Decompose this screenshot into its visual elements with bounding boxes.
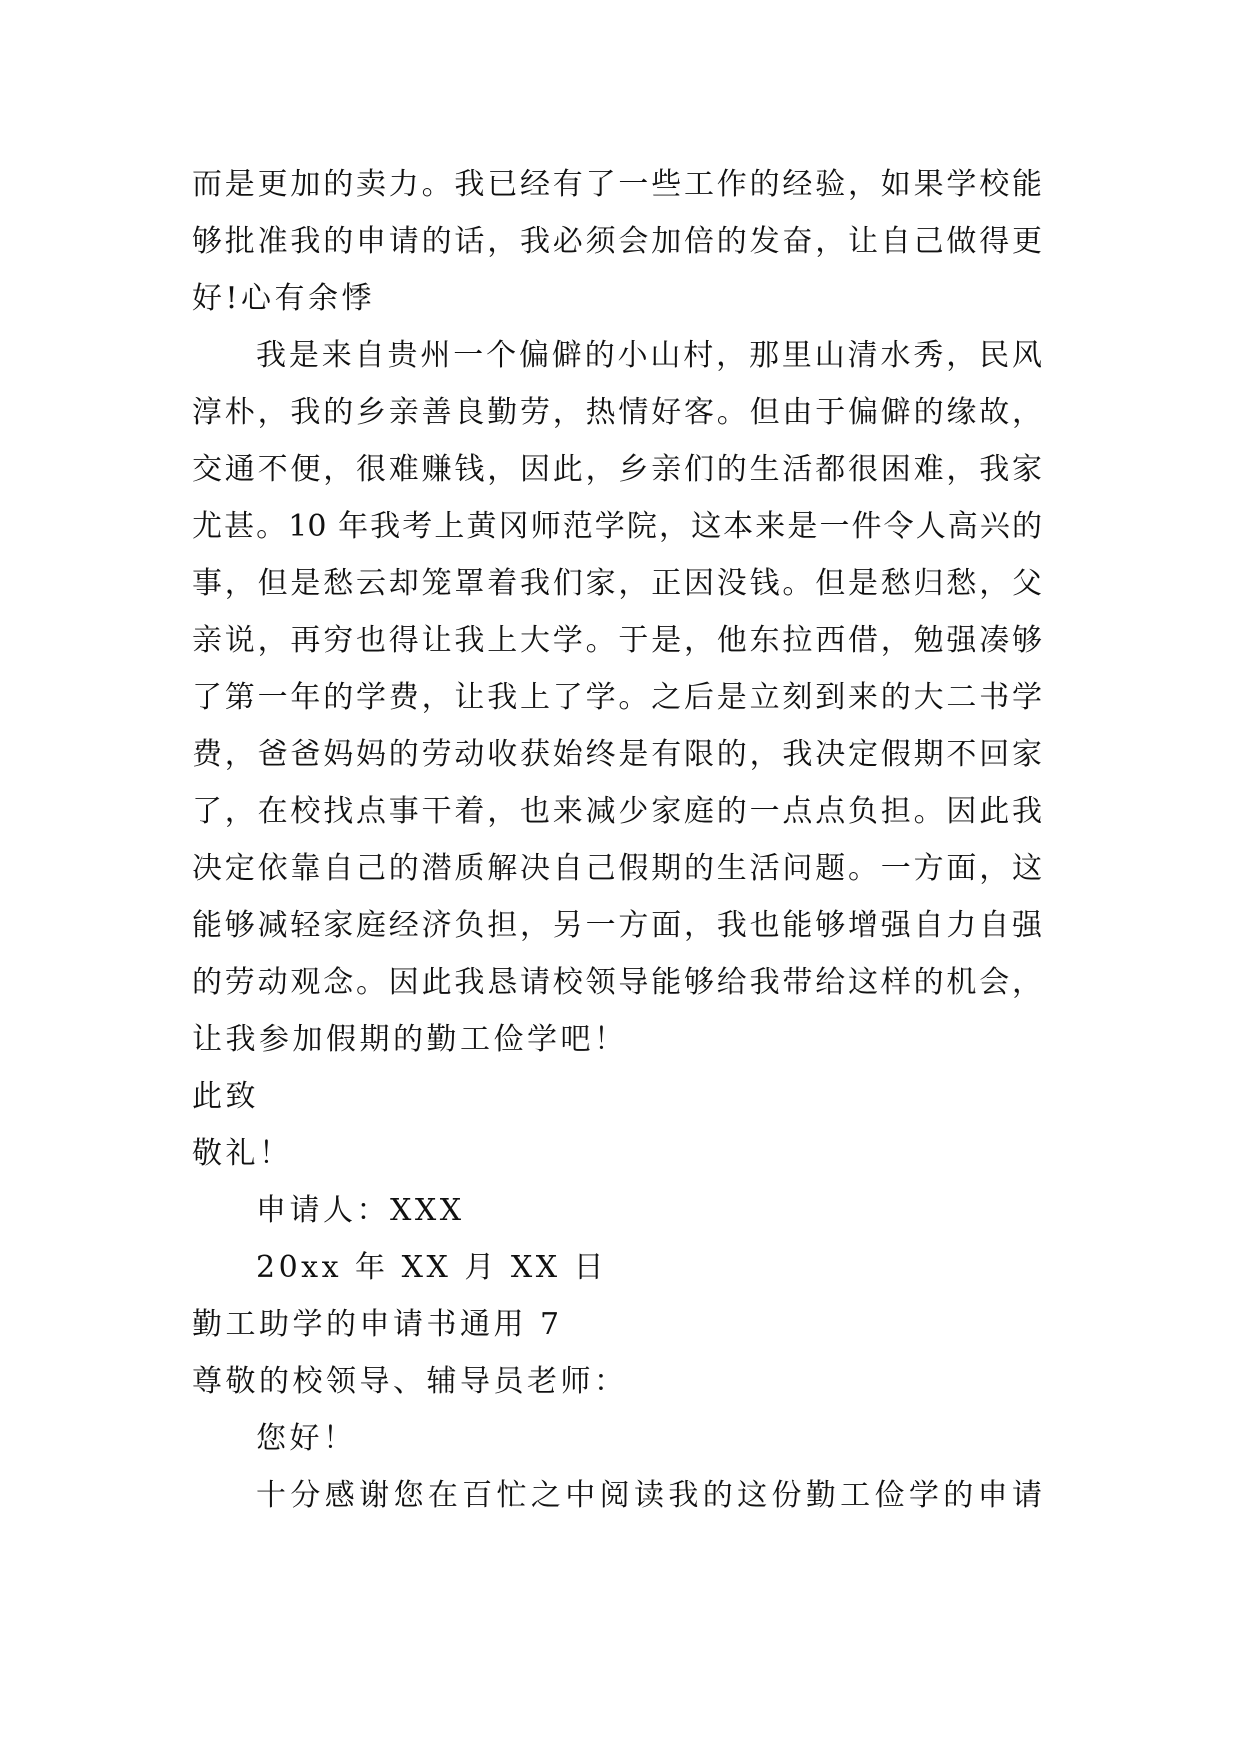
closing-salutation: 敬礼！ <box>192 1136 293 1171</box>
signature-date: 20xx 年 XX 月 XX 日 <box>256 1250 608 1285</box>
body-text-line: 十分感谢您在百忙之中阅读我的这份勤工俭学的申请 <box>256 1478 1042 1513</box>
body-text-line: 的劳动观念。因此我恳请校领导能够给我带给这样的机会， <box>192 965 1042 1000</box>
closing-salutation: 此致 <box>192 1079 259 1114</box>
body-text-line: 事，但是愁云却笼罩着我们家，正因没钱。但是愁归愁，父 <box>192 566 1042 601</box>
body-text-line: 交通不便，很难赚钱，因此，乡亲们的生活都很困难，我家 <box>192 452 1042 487</box>
body-text-line: 尤甚。10 年我考上黄冈师范学院，这本来是一件令人高兴的 <box>192 509 1042 544</box>
body-text-line: 让我参加假期的勤工俭学吧！ <box>192 1022 628 1057</box>
body-text-line: 好!心有余悸 <box>192 281 376 316</box>
body-text-line: 能够减轻家庭经济负担，另一方面，我也能够增强自力自强 <box>192 908 1042 943</box>
body-text-line: 了第一年的学费，让我上了学。之后是立刻到来的大二书学 <box>192 680 1042 715</box>
body-text-line: 够批准我的申请的话，我必须会加倍的发奋，让自己做得更 <box>192 224 1042 259</box>
section-heading: 勤工助学的申请书通用 7 <box>192 1307 563 1342</box>
body-text-line: 淳朴，我的乡亲善良勤劳，热情好客。但由于偏僻的缘故， <box>192 395 1042 430</box>
body-text-line: 决定依靠自己的潜质解决自己假期的生活问题。一方面，这 <box>192 851 1042 886</box>
applicant-signature: 申请人：XXX <box>256 1193 465 1228</box>
body-text-line: 我是来自贵州一个偏僻的小山村，那里山清水秀，民风 <box>256 338 1042 373</box>
salutation: 尊敬的校领导、辅导员老师： <box>192 1364 628 1399</box>
greeting: 您好！ <box>256 1421 357 1456</box>
body-text-line: 了，在校找点事干着，也来减少家庭的一点点负担。因此我 <box>192 794 1042 829</box>
body-text-line: 费，爸爸妈妈的劳动收获始终是有限的，我决定假期不回家 <box>192 737 1042 772</box>
body-text-line: 而是更加的卖力。我已经有了一些工作的经验，如果学校能 <box>192 167 1042 202</box>
body-text-line: 亲说，再穷也得让我上大学。于是，他东拉西借，勉强凑够 <box>192 623 1042 658</box>
